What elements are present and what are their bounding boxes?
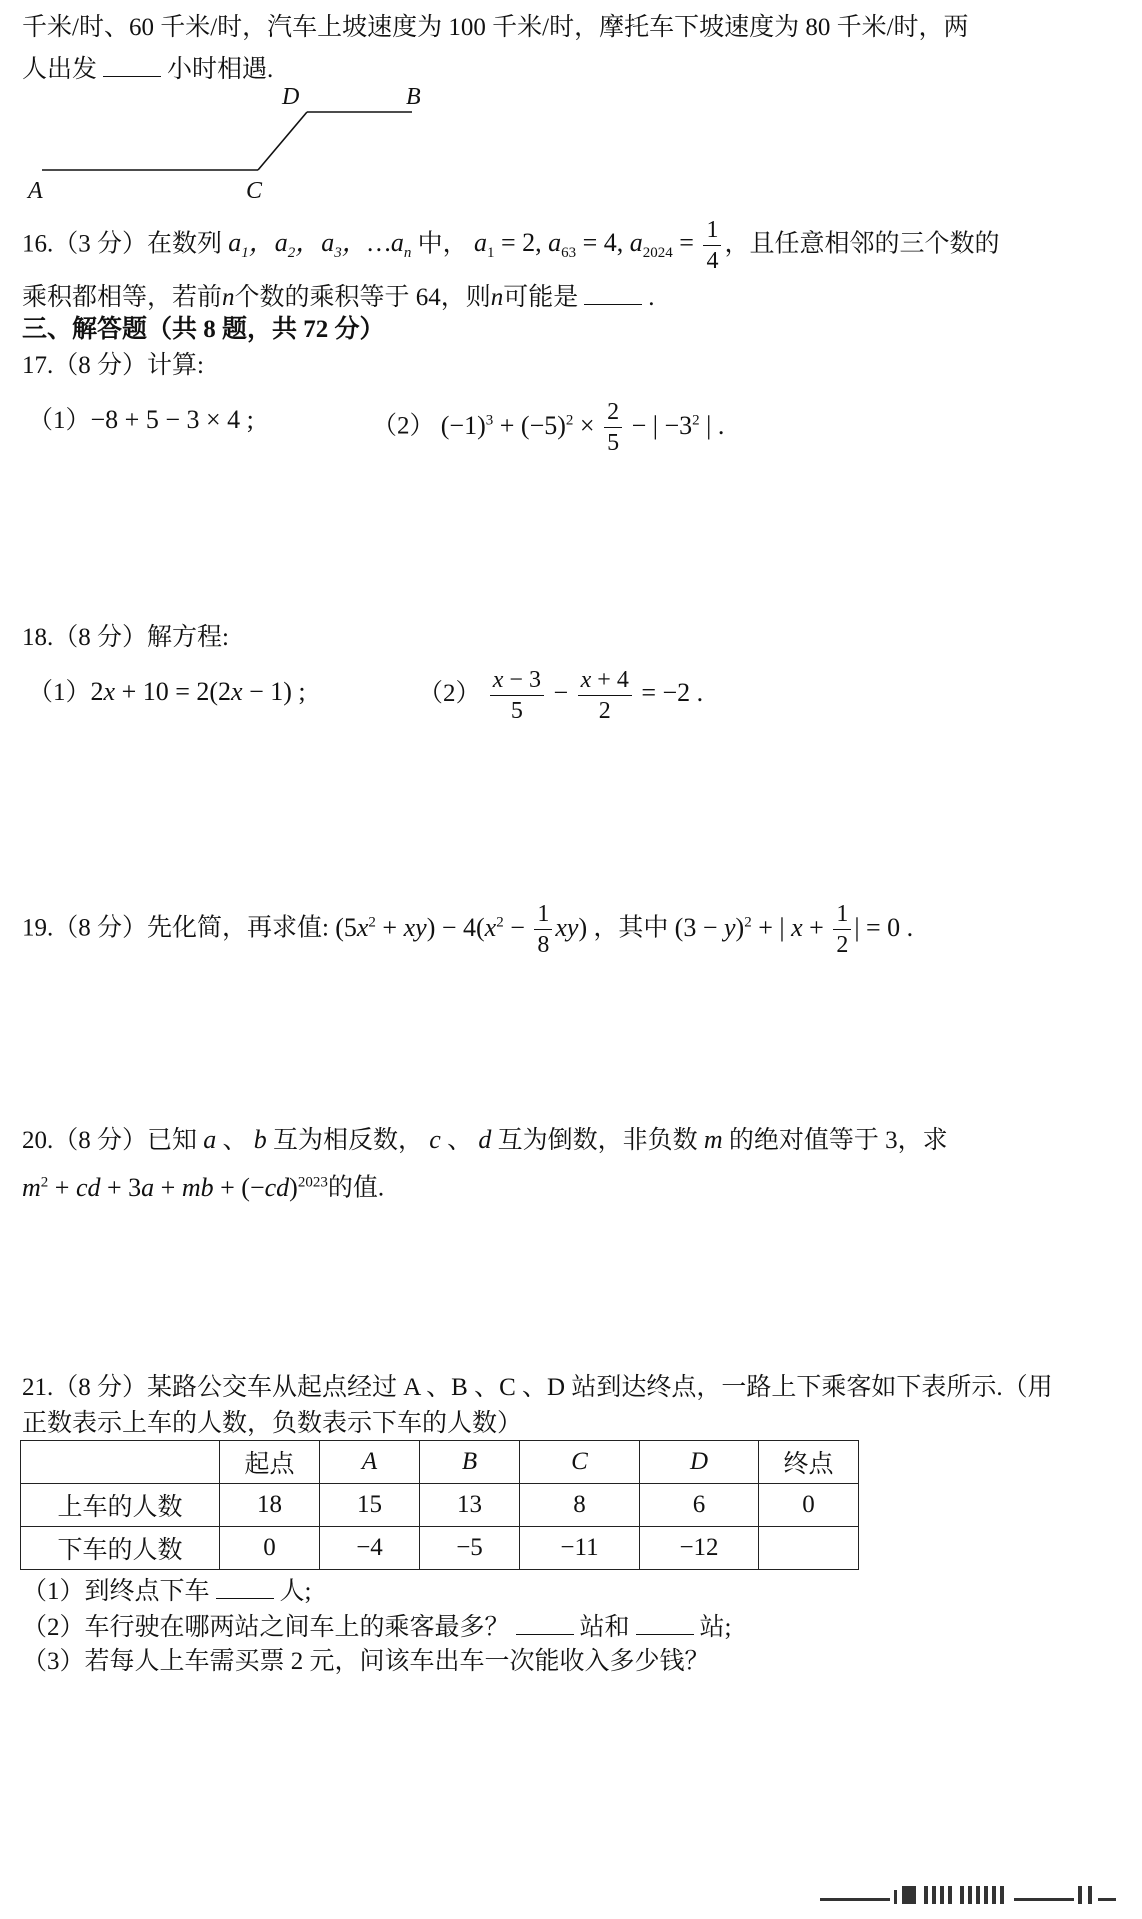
answer-blank[interactable] (103, 52, 161, 77)
table-cell: 8 (520, 1484, 640, 1527)
table-cell: 6 (640, 1484, 759, 1527)
table-row (21, 1484, 859, 1527)
q21-s2-pre: （2）车行驶在哪两站之间车上的乘客最多？ (22, 1614, 510, 1641)
watermark-bars (820, 1880, 1120, 1910)
answer-blank[interactable] (584, 280, 642, 305)
q20-b: 互为相反数， (273, 1127, 424, 1154)
q21-sub2 (22, 1610, 731, 1644)
q16-intro: 16.（3 分）在数列 (22, 230, 223, 258)
road-diagram (0, 80, 440, 200)
point-label-d: D (282, 84, 300, 110)
q16-end: . (648, 284, 655, 311)
q16-line1 (22, 217, 1000, 274)
q16-line2 (22, 280, 655, 314)
q21-s2-post: 站; (699, 1614, 732, 1641)
var-c: c (429, 1125, 441, 1154)
q17-p2-expr: $(-1)^3 + (-5)^2$ × $\frac{2}{5}$ − | $-3^2$ | . (440, 399, 725, 457)
q17-p1-expr: −8 + 5 − 3 × 4 ; (90, 405, 254, 434)
q21-s1-post: 人; (279, 1578, 312, 1605)
q21-line1: 21.（8 分）某路公交车从起点经过 A 、B 、C 、D 站到达终点，一路上下乘客如下表所示.（用 (22, 1374, 1053, 1401)
q15-line2-post: 小时相遇. (167, 56, 274, 83)
q20-line1: 20.（8 分）已知 a 、 b 互为相反数， c 、 d 互为倒数，非负数 m 的绝对值等于 3，求 (22, 1125, 948, 1154)
q17-part1 (28, 404, 254, 437)
table-header-row (21, 1441, 859, 1484)
table-cell: 13 (420, 1484, 520, 1527)
q18-part1 (28, 676, 306, 709)
var-n: n (222, 284, 235, 311)
table-header-cell: C (520, 1441, 640, 1484)
q20-d: 的绝对值等于 3，求 (728, 1127, 948, 1154)
seq-terms: $a_1$，$a_2$，$a_3$，$\dots a_n$ (228, 228, 412, 262)
q19-condition: $(3 - y)^2$ + | x + $\frac{1}{2}$ | = 0 . (674, 901, 914, 959)
point-label-b: B (406, 84, 421, 110)
q19-mid: ，其中 (593, 914, 669, 942)
q20-line2 (22, 1166, 384, 1205)
q21-sub1 (22, 1574, 311, 1608)
table-header-cell: 终点 (759, 1441, 859, 1484)
table-cell (759, 1527, 859, 1570)
answer-blank[interactable] (516, 1610, 574, 1635)
table-cell: 下车的人数 (21, 1527, 220, 1570)
table-header-cell (21, 1441, 220, 1484)
q21-line2: 正数表示上车的人数，负数表示下车的人数） (22, 1410, 523, 1437)
q17-p1-label: （1） (28, 407, 91, 434)
table-header-cell: A (320, 1441, 420, 1484)
q18-p2-expr: $\frac{x - 3}{5}$ − $\frac{x + 4}{2}$ = −2 . (487, 678, 703, 707)
table-cell: −11 (520, 1527, 640, 1570)
point-label-a: A (28, 178, 43, 204)
q16-line2-a: 乘积都相等，若前 (22, 284, 223, 311)
q20-expr: $m^2$ + cd + 3a + mb + $(-cd)^{2023}$ (22, 1172, 328, 1202)
segment-cd (258, 112, 307, 170)
table-cell: −4 (320, 1527, 420, 1570)
q20-a: 20.（8 分）已知 (22, 1127, 198, 1154)
q18-part2 (418, 658, 703, 728)
var-n-2: n (490, 284, 504, 311)
answer-blank[interactable] (216, 1574, 274, 1599)
q17-title: 17.（8 分）计算: (22, 352, 204, 379)
q15-line2-pre: 人出发 (22, 56, 98, 83)
var-a: a (203, 1125, 217, 1154)
q21-s2-mid: 站和 (579, 1614, 630, 1641)
q15-line1: 千米/时、60 千米/时，汽车上坡速度为 100 千米/时，摩托车下坡速度为 80 千米/时，两 (22, 14, 969, 41)
table-cell: −12 (640, 1527, 759, 1570)
table-cell: 0 (759, 1484, 859, 1527)
table-cell: 15 (320, 1484, 420, 1527)
section-3-heading: 三、解答题（共 8 题，共 72 分） (22, 316, 385, 343)
q18-p2-label: （2） (418, 680, 481, 707)
q19 (22, 890, 914, 959)
q20-end: 的值. (327, 1174, 385, 1202)
table-header-cell: D (640, 1441, 759, 1484)
q16-cond: ，且任意相邻的三个数的 (724, 230, 1000, 258)
var-m: m (703, 1125, 723, 1154)
q18-p1-expr: 2x + 10 = 2(2x − 1) ; (90, 677, 306, 706)
passenger-table (20, 1440, 859, 1570)
point-label-c: C (246, 178, 263, 204)
table-row (21, 1527, 859, 1570)
q20-c: 互为倒数，非负数 (497, 1127, 698, 1154)
table-cell: 上车的人数 (21, 1484, 220, 1527)
table-cell: 0 (220, 1527, 320, 1570)
q16-seq-mid: 中， (417, 230, 468, 258)
table-cell: 18 (220, 1484, 320, 1527)
var-d: d (478, 1125, 492, 1154)
q18-title: 18.（8 分）解方程: (22, 624, 229, 651)
q19-pre: 19.（8 分）先化简，再求值: (22, 914, 329, 942)
q16-line2-c: 可能是 (503, 284, 579, 311)
q16-line2-b: 个数的乘积等于 64，则 (234, 284, 491, 311)
q17-p2-label: （2） (372, 412, 435, 440)
q17-part2 (372, 388, 725, 457)
var-b: b (253, 1125, 267, 1154)
table-header-cell: B (420, 1441, 520, 1484)
q18-p1-label: （1） (28, 679, 91, 706)
q19-expr: $(5x^2 + xy) - 4(x^2$ − $\frac{1}{8}$ xy) (335, 901, 588, 959)
answer-blank[interactable] (636, 1610, 694, 1635)
q21-s1-pre: （1）到终点下车 (22, 1578, 210, 1605)
table-cell: −5 (420, 1527, 520, 1570)
q21-sub3: （3）若每人上车需买票 2 元，问该车出车一次能收入多少钱？ (22, 1648, 710, 1675)
table-header-cell: 起点 (220, 1441, 320, 1484)
q16-condition-formula: $a_1 = 2$, $a_{63} = 4$, $a_{2024}$ = $\frac{1}{4}$ (474, 228, 725, 257)
